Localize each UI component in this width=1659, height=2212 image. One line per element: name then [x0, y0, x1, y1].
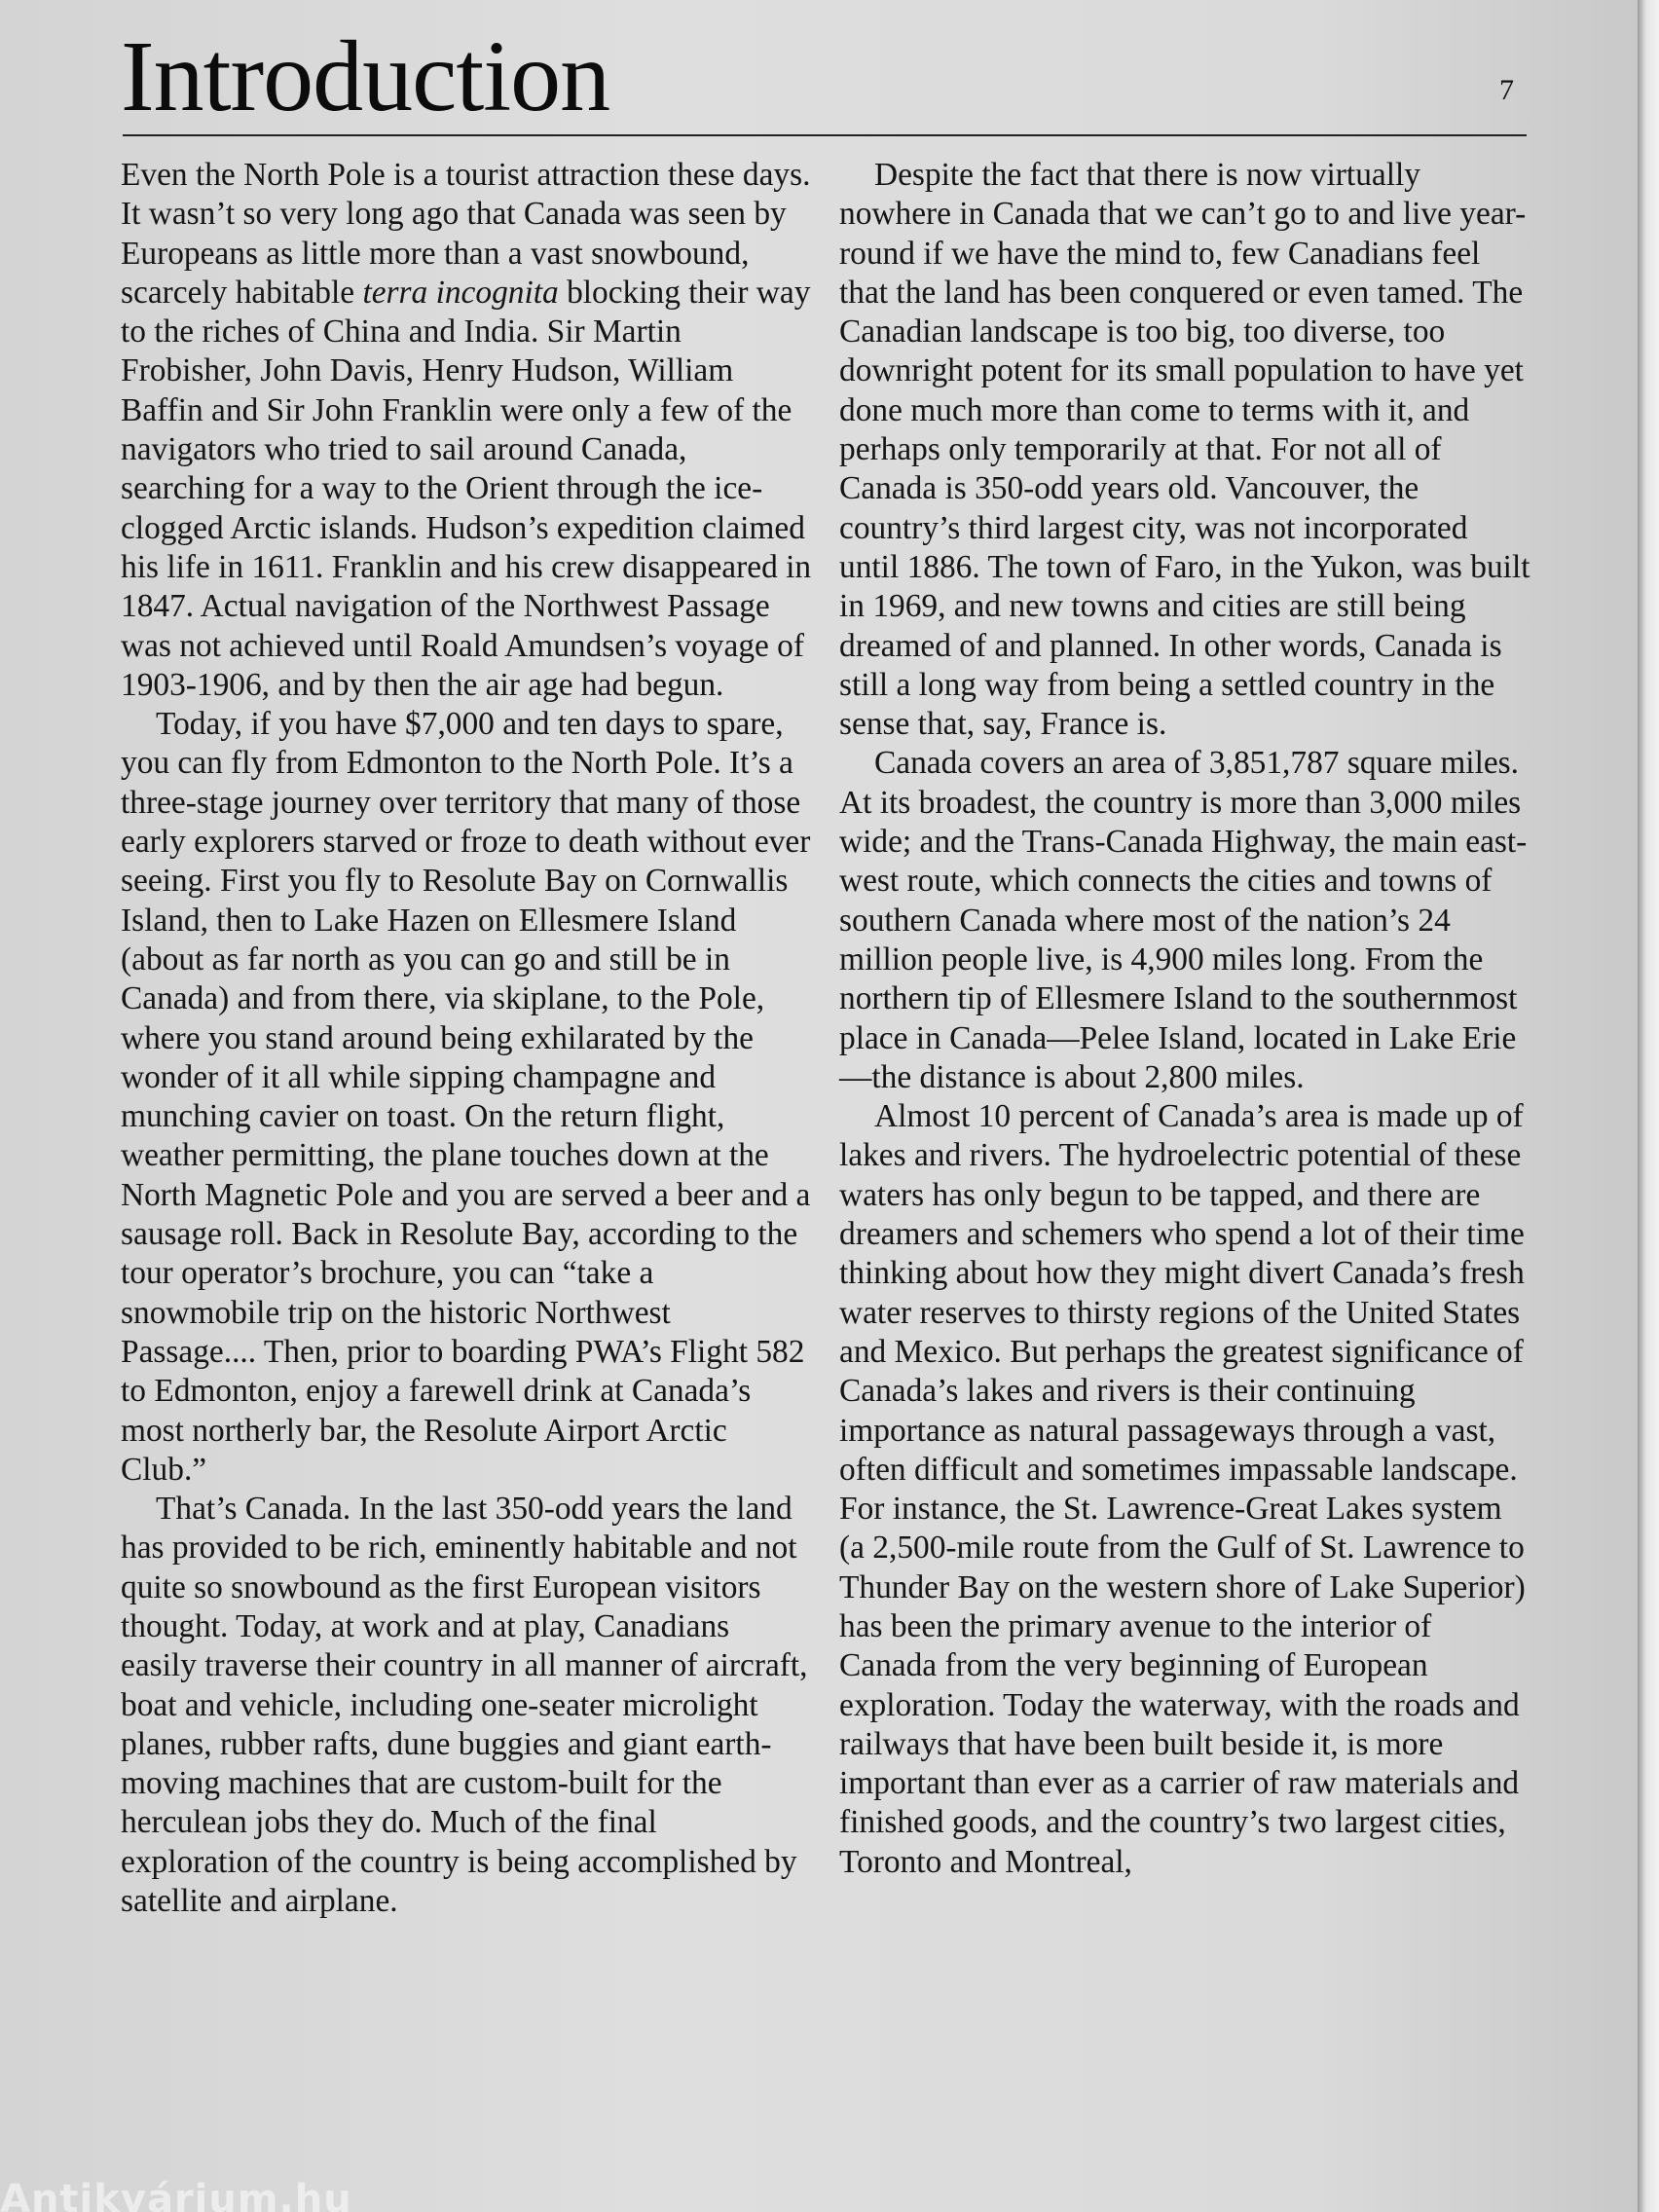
paragraph-text: blocking their way to the riches of China and India. Sir Martin Frobisher, John Davis, Henry Hudson, William Baffin and Sir John Franklin were only a few of the navigators who tried to sail around Canada, searching for a way to the Orient through the ice-clogged Arctic islands. Hudson’s expedition claimed his life in 1611. Franklin and his crew disappeared in 1847. Actual navigation of the Northwest Passage was not achieved until Roald Amundsen’s voyage of 1903-1906, and by then the air age had begun. [121, 274, 812, 703]
paragraph-thats-canada: That’s Canada. In the last 350-odd years the land has provided to be rich, eminently habitable and not quite so snowbound as the first European visitors thought. Today, at work and at play, Canadians easily traverse their country in all manner of aircraft, boat and vehicle, including one-seater microlight planes, rubber rafts, dune buggies and giant earth-moving machines that are custom-built for the herculean jobs they do. Much of the final exploration of the country is being accomplished by satellite and airplane. [121, 1491, 808, 1920]
left-column [121, 156, 812, 1921]
paragraph-lakes-rivers: Almost 10 percent of Canada’s area is made up of lakes and rivers. The hydroelectric potential of these waters has only begun to be tapped, and there are dreamers and schemers who spend a lot of their time thinking about how they might divert Canada’s fresh water reserves to thirsty regions of the United States and Mexico. But perhaps the greatest significance of Canada’s lakes and rivers is their continuing importance as natural passageways through a vast, often difficult and sometimes impassable landscape. For instance, the St. Lawrence-Great Lakes system (a 2,500-mile route from the Gulf of St. Lawrence to Thunder Bay on the western shore of Lake Superior) has been the primary avenue to the interior of Canada from the very beginning of European exploration. Today the waterway, with the roads and railways that have been built beside it, is more important than ever as a carrier of raw materials and finished goods, and the country’s two largest cities, Toronto and Montreal, [839, 1098, 1526, 1880]
paragraph-today: Today, if you have $7,000 and ten days to spare, you can fly from Edmonton to the North Pole. It’s a three-stage journey over territory that many of those early explorers starved or froze to death without ever seeing. First you fly to Resolute Bay on Cornwallis Island, then to Lake Hazen on Ellesmere Island (about as far north as you can go and still be in Canada) and from there, via skiplane, to the Pole, where you stand around being exhilarated by the wonder of it all while sipping champagne and munching cavier on toast. On the return flight, weather permitting, the plane touches down at the North Magnetic Pole and you are served a beer and a sausage roll. Back in Resolute Bay, according to the tour operator’s brochure, you can “take a snowmobile trip on the historic Northwest Passage.... Then, prior to boarding PWA’s Flight 582 to Edmonton, enjoy a farewell drink at Canada’s most northerly bar, the Resolute Airport Arctic Club.” [121, 706, 811, 1488]
title-rule [123, 134, 1527, 136]
paragraph-north-pole [121, 156, 812, 705]
right-column [839, 156, 1530, 1882]
page-edge [1638, 0, 1659, 2212]
paragraph-area: Canada covers an area of 3,851,787 square miles. At its broadest, the country is more than 3,000 miles wide; and the Trans-Canada Highway, the main east-west route, which connects the cities and towns of southern Canada where most of the nation’s 24 million people live, is 4,900 miles long. From the northern tip of Ellesmere Island to the southernmost place in Canada—Pelee Island, located in Lake Erie—the distance is about 2,800 miles. [839, 745, 1528, 1095]
page-number: 7 [1499, 74, 1514, 106]
watermark: Antikvárium.hu [0, 2177, 352, 2212]
page-title: Introduction [121, 20, 610, 132]
italic-phrase: terra incognita [362, 274, 559, 311]
paragraph-text: Even the North Pole is a tourist attraction these days. It wasn’t so very long ago that Canada was seen by Europeans as little more than a vast snowbound, scarcely habitable [121, 157, 811, 311]
paragraph-despite: Despite the fact that there is now virtually nowhere in Canada that we can’t go to and live year-round if we have the mind to, few Canadians feel that the land has been conquered or even tamed. The Canadian landscape is too big, too diverse, too downright potent for its small population to have yet done much more than come to terms with it, and perhaps only temporarily at that. For not all of Canada is 350-odd years old. Vancouver, the country’s third largest city, was not incorporated until 1886. The town of Faro, in the Yukon, was built in 1969, and new towns and cities are still being dreamed of and planned. In other words, Canada is still a long way from being a settled country in the sense that, say, France is. [839, 157, 1530, 743]
